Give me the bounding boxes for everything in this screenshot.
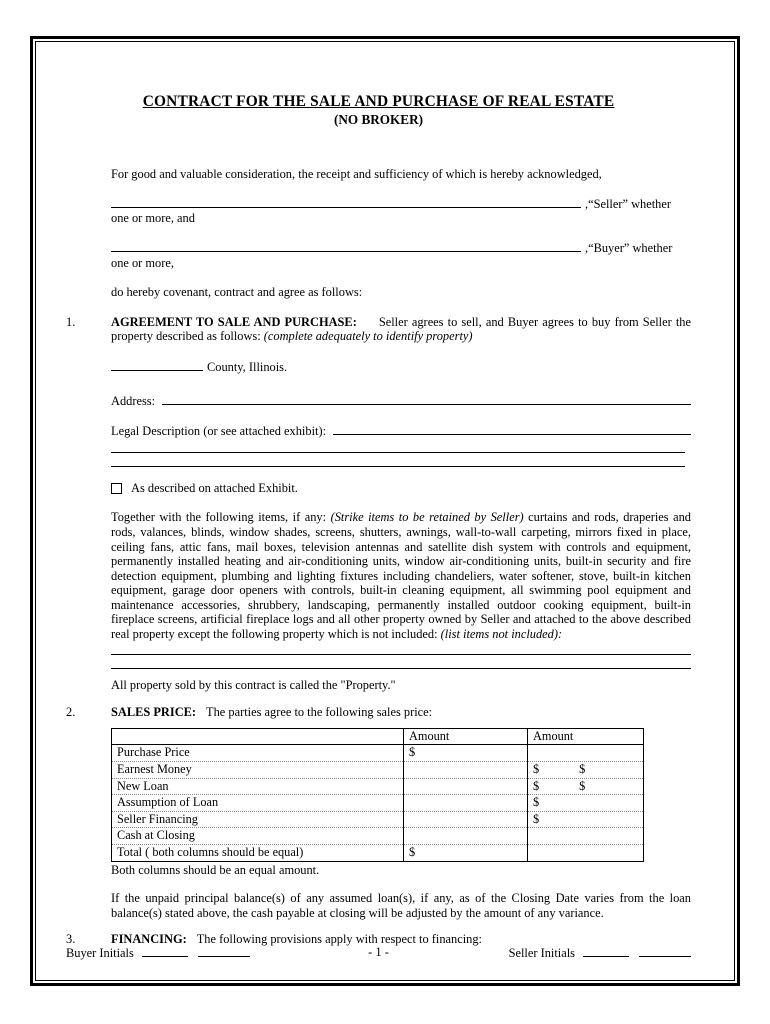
table-row-total xyxy=(112,845,644,862)
amount-2-cell[interactable]: $ xyxy=(528,795,644,812)
amount-2-cell[interactable]: $ $ xyxy=(528,762,644,779)
section-3-heading: FINANCING: xyxy=(111,932,187,947)
amount-1-cell[interactable] xyxy=(404,762,528,779)
row-label: Total ( both columns should be equal) xyxy=(112,845,404,862)
row-label: Seller Financing xyxy=(112,811,404,828)
section-1-heading: AGREEMENT TO SALE AND PURCHASE: xyxy=(111,314,357,329)
section-3-number: 3. xyxy=(66,932,76,947)
header-amount-1-cell: Amount xyxy=(404,728,528,745)
together-items-text: curtains and rods, draperies and rods, valances, blinds, window shades, screens, shutters, awnings, wall-to-wall carpeting, mirrors fixed in place, ceiling fans, attic fans, mail boxes, television antennas and satellite dish system with controls and equipment, permanently installed heating and air-conditioning units, window air-conditioning units, built-in security and fire detection equipment, plumbing and lighting fixtures including chandeliers, water softener, stove, built-in kitchen equipment, garage door openers with controls, built-in cleaning equipment, all swimming pool equipment and maintenance accessories, shrubbery, landscaping, permanently installed outdoor cooking equipment, built-in fireplace screens, artificial fireplace logs and all other property owned by Seller and attached to the above described real property except the following property which is not included: xyxy=(111,510,691,642)
table-row-seller-financing xyxy=(112,811,644,828)
table-row-new-loan xyxy=(112,778,644,795)
table-header-row xyxy=(112,728,644,745)
legal-description-blank-line-2[interactable] xyxy=(111,450,685,453)
section-1-text: Seller agrees to sell, and Buyer agrees to buy from Seller the property described as follows: xyxy=(111,314,691,344)
not-included-blank-line-1[interactable] xyxy=(111,652,691,655)
header-amount-2-cell: Amount xyxy=(528,728,644,745)
amount-1-cell[interactable] xyxy=(404,795,528,812)
page-content xyxy=(39,45,731,977)
address-row xyxy=(111,393,691,409)
amount-2-cell[interactable] xyxy=(528,828,644,845)
row-label: Cash at Closing xyxy=(112,828,404,845)
table-row-cash-at-closing xyxy=(112,828,644,845)
amount-1-cell[interactable]: $ xyxy=(404,845,528,862)
amount-2-cell[interactable] xyxy=(528,845,644,862)
section-2-number: 2. xyxy=(66,705,76,720)
exhibit-checkbox[interactable] xyxy=(111,483,122,494)
amount-1-cell[interactable] xyxy=(404,828,528,845)
section-2-body xyxy=(111,705,691,720)
section-1-italic-note: (complete adequately to identify property) xyxy=(263,329,473,344)
seller-initials-label: Seller Initials xyxy=(508,946,575,961)
row-label: Purchase Price xyxy=(112,745,404,762)
amount-2-cell[interactable] xyxy=(528,745,644,762)
address-blank[interactable] xyxy=(162,393,691,405)
county-line xyxy=(111,359,691,375)
property-definition-line: All property sold by this contract is called the "Property." xyxy=(111,677,396,692)
page-number: - 1 - xyxy=(368,945,389,960)
buyer-line-suffix: ,“Buyer” whether one or more, xyxy=(111,240,673,270)
amount-1-cell[interactable] xyxy=(404,811,528,828)
exhibit-checkbox-row xyxy=(111,481,691,496)
amount-1-cell[interactable]: $ xyxy=(404,745,528,762)
table-row-purchase-price xyxy=(112,745,644,762)
document-page xyxy=(30,36,740,986)
exhibit-checkbox-label: As described on attached Exhibit. xyxy=(131,480,298,495)
variance-paragraph: If the unpaid principal balance(s) of any assumed loan(s), if any, as of the Closing Date varies from the loan balance(s) stated above, the cash payable at closing will be adjusted by the amount of any variance. xyxy=(111,891,691,920)
legal-description-blank[interactable] xyxy=(333,423,691,435)
title-block xyxy=(66,95,691,127)
section-2-sales-price xyxy=(66,705,691,720)
page-footer xyxy=(66,945,691,961)
not-included-blank-line-2[interactable] xyxy=(111,666,691,669)
together-paragraph xyxy=(111,510,691,641)
covenant-line: do hereby covenant, contract and agree as follows: xyxy=(111,285,363,300)
section-1-number: 1. xyxy=(66,314,76,329)
county-blank[interactable] xyxy=(111,359,203,371)
section-1-body xyxy=(111,315,691,344)
address-label: Address: xyxy=(111,393,159,408)
seller-name-blank[interactable] xyxy=(111,196,581,208)
amount-2-cell[interactable]: $ $ xyxy=(528,778,644,795)
row-label: Earnest Money xyxy=(112,762,404,779)
strike-note-italic: (Strike items to be retained by Seller) xyxy=(330,510,524,525)
section-2-heading: SALES PRICE: xyxy=(111,705,197,720)
sales-price-table xyxy=(111,728,644,862)
seller-line xyxy=(111,196,691,226)
together-lead: Together with the following items, if any: xyxy=(111,510,331,525)
table-row-assumption-of-loan xyxy=(112,795,644,812)
row-label: Assumption of Loan xyxy=(112,795,404,812)
legal-description-label: Legal Description (or see attached exhibit): xyxy=(111,424,330,439)
section-2-text: The parties agree to the following sales price: xyxy=(206,705,433,720)
header-item-cell xyxy=(112,728,404,745)
equal-amount-note: Both columns should be an equal amount. xyxy=(111,862,320,877)
page-inner-border xyxy=(35,41,735,981)
row-label: New Loan xyxy=(112,778,404,795)
county-suffix: County, Illinois. xyxy=(207,359,288,374)
intro-paragraph: For good and valuable consideration, the receipt and sufficiency of which is hereby acknowledged, xyxy=(111,167,602,182)
list-note-italic: (list items not included): xyxy=(440,627,563,642)
amount-1-cell[interactable] xyxy=(404,778,528,795)
buyer-name-blank[interactable] xyxy=(111,240,581,252)
legal-description-row xyxy=(111,423,691,439)
amount-2-cell[interactable]: $ xyxy=(528,811,644,828)
page-title: CONTRACT FOR THE SALE AND PURCHASE OF REAL ESTATE xyxy=(142,93,615,110)
section-1-agreement xyxy=(66,315,691,344)
legal-description-blank-line-3[interactable] xyxy=(111,464,685,467)
table-row-earnest-money xyxy=(112,762,644,779)
section-3-text: The following provisions apply with respect to financing: xyxy=(196,932,482,947)
buyer-line xyxy=(111,240,691,270)
seller-line-suffix: ,“Seller” whether one or more, and xyxy=(111,196,672,226)
buyer-initials-label: Buyer Initials xyxy=(66,946,134,961)
page-subtitle: (NO BROKER) xyxy=(333,111,423,127)
